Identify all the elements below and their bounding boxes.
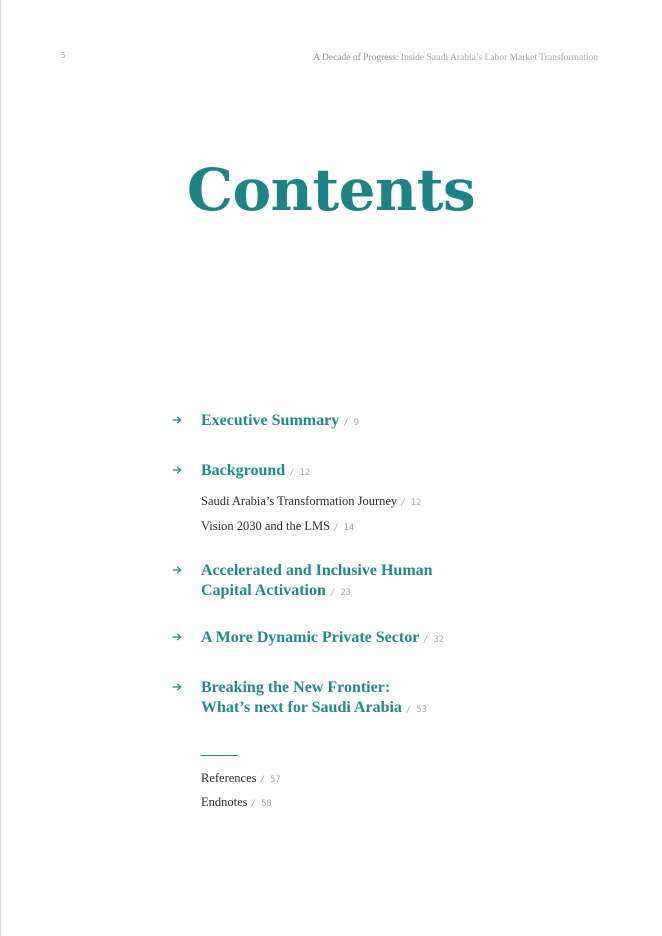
toc-page-ref: / 53 [405, 705, 427, 715]
toc-subentry-references[interactable] [201, 770, 281, 788]
toc-page-ref: / 57 [259, 775, 281, 785]
right-arrow-icon [172, 414, 182, 426]
toc-page-ref: / 14 [333, 523, 355, 533]
running-header-subtitle: Inside Saudi Arabia’s Labor Market Transformation [400, 53, 598, 63]
right-arrow-icon [172, 681, 182, 693]
toc-page-ref: / 58 [250, 799, 272, 809]
toc-heading-title-line2: Capital Activation [201, 582, 326, 599]
toc-page-ref: / 23 [329, 588, 351, 598]
toc-heading[interactable] [201, 461, 601, 483]
toc-page-ref: / 9 [343, 418, 359, 428]
toc-heading-title-line2: What’s next for Saudi Arabia [201, 699, 402, 716]
toc-page-ref: / 12 [400, 498, 422, 508]
toc-heading-title-line1: Breaking the New Frontier: [201, 679, 391, 696]
toc-heading[interactable] [201, 561, 601, 603]
toc-heading-title: A More Dynamic Private Sector [201, 629, 420, 646]
toc-subentry-transformation-journey[interactable] [201, 493, 421, 511]
right-arrow-icon [172, 564, 182, 576]
running-header-title: A Decade of Progress: [313, 53, 399, 63]
toc-subentry-title: Endnotes [201, 795, 248, 809]
toc-heading[interactable] [201, 628, 601, 650]
toc-subentry-title: Vision 2030 and the LMS [201, 519, 331, 533]
right-arrow-icon [172, 464, 182, 476]
toc-heading-title-line1: Accelerated and Inclusive Human [201, 562, 433, 579]
page-number: 5 [61, 51, 67, 60]
toc-page-ref: / 12 [289, 468, 311, 478]
back-matter-divider [201, 755, 238, 756]
toc-subentry-endnotes[interactable] [201, 794, 272, 812]
page-title: Contents [186, 156, 476, 224]
right-arrow-icon [172, 631, 182, 643]
toc-page-ref: / 32 [423, 635, 444, 645]
toc-heading[interactable] [201, 678, 601, 720]
toc-subentry-vision-2030[interactable] [201, 518, 354, 536]
toc-subentry-title: Saudi Arabia’s Transformation Journey [201, 494, 398, 508]
toc-heading[interactable] [201, 411, 601, 433]
toc-subentry-title: References [201, 771, 257, 785]
toc-heading-title: Executive Summary [201, 412, 340, 429]
toc-heading-title: Background [201, 462, 286, 479]
